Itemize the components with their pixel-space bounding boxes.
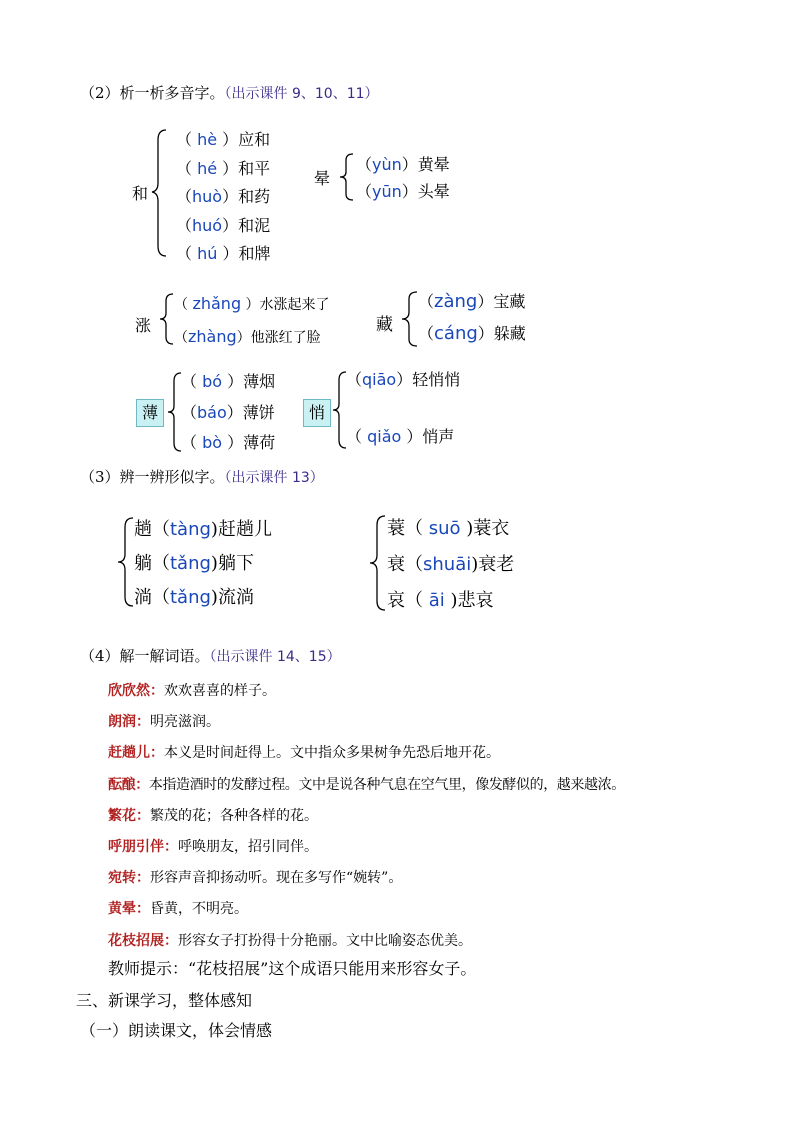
pinyin: qiǎo — [367, 427, 402, 446]
cang-brace — [400, 290, 420, 348]
vocab-term: 花枝招展： — [108, 932, 178, 949]
pinyin: qiāo — [362, 370, 397, 389]
similar-item: 哀（ āi )悲哀 — [387, 590, 494, 611]
word: 和平 — [238, 158, 271, 178]
zhang-item: （zhàng）他涨红了脸 — [174, 327, 321, 346]
he-list — [176, 126, 270, 269]
word: 躲藏 — [493, 324, 526, 343]
similar-item: 淌（tǎng)流淌 — [134, 587, 254, 608]
similar-item: 蓑（ suō )蓑衣 — [387, 518, 510, 539]
vocab-term: 赶趟儿： — [108, 745, 164, 762]
similar-item: 趟（tàng)赶趟儿 — [134, 519, 272, 540]
char: 趟 — [134, 519, 152, 540]
bo-item: （ bò ）薄荷 — [181, 433, 276, 452]
bo-item: （báo）薄饼 — [181, 402, 275, 422]
word: 衰老 — [478, 554, 515, 575]
similar-left-list — [134, 513, 272, 615]
vocab-def: 形容声音抑扬动听。现在多写作“婉转”。 — [150, 870, 403, 887]
vocab-item — [108, 863, 625, 894]
char: 淌 — [134, 587, 152, 608]
zhang-list — [174, 288, 330, 354]
pinyin: huó — [192, 215, 223, 235]
yun-item: （yūn）头晕 — [356, 182, 450, 201]
similar-right-brace — [368, 514, 388, 612]
he-item: （huò）和药 — [176, 187, 271, 206]
vocab-item — [108, 676, 625, 707]
vocab-term: 黄晕： — [108, 901, 150, 918]
part-3-1-heading: （一）朗读课文，体会情感 — [80, 1021, 273, 1040]
vocab-list — [108, 676, 625, 957]
vocab-def: 本义是时间赶得上。文中指众多果树争先恐后地开花。 — [164, 745, 500, 762]
pinyin: shuāi — [423, 554, 472, 575]
pinyin: zhǎng — [192, 294, 242, 313]
he-item: （huó）和泥 — [176, 215, 271, 235]
word: 和药 — [238, 187, 271, 206]
similar-item: 衰（shuāi)衰老 — [387, 554, 515, 575]
bo-list — [181, 367, 275, 459]
pinyin: āi — [428, 590, 445, 611]
qiao-char-box: 悄 — [303, 399, 331, 427]
similar-left-brace — [116, 516, 136, 608]
vocab-item — [108, 894, 625, 925]
he-char: 和 — [132, 184, 149, 203]
he-item: （ hé ）和平 — [176, 158, 271, 178]
word: 赶趟儿 — [217, 519, 272, 540]
char: 哀 — [387, 590, 405, 611]
pinyin: báo — [197, 402, 227, 422]
word: 蓑衣 — [473, 518, 510, 539]
word: 宝藏 — [493, 292, 526, 311]
pinyin: yùn — [372, 155, 402, 174]
vocab-term: 朗润： — [108, 714, 150, 731]
vocab-item — [108, 738, 625, 769]
section-4-ref: （出示课件 14、15） — [209, 649, 341, 665]
vocab-term: 繁花： — [108, 807, 150, 824]
yun-char: 晕 — [314, 169, 331, 188]
char: 衰 — [387, 554, 405, 575]
cang-item: （zàng）宝藏 — [418, 291, 526, 312]
similar-item: 躺（tǎng)躺下 — [134, 553, 254, 574]
pinyin: hé — [197, 158, 218, 178]
yun-list — [356, 151, 450, 205]
pinyin: cáng — [434, 323, 478, 344]
yun-item: （yùn）黄晕 — [356, 155, 450, 174]
word: 黄晕 — [417, 155, 450, 174]
char: 躺 — [134, 553, 152, 574]
he-brace — [150, 128, 170, 258]
vocab-def: 呼唤朋友，招引同伴。 — [178, 839, 318, 856]
pinyin: tàng — [170, 519, 211, 540]
section-2-title: （2）析一析多音字。 — [80, 84, 225, 102]
qiao-item: （ qiǎo ）悄声 — [346, 427, 455, 446]
qiao-item: （qiāo）轻悄悄 — [346, 370, 461, 389]
word: 薄荷 — [243, 433, 276, 452]
yun-brace — [338, 152, 356, 202]
zhang-item: （ zhǎng ）水涨起来了 — [174, 294, 330, 313]
cang-item: （cáng）躲藏 — [418, 323, 526, 344]
bo-char-box: 薄 — [136, 399, 164, 427]
vocab-def: 欢欢喜喜的样子。 — [164, 683, 276, 699]
word: 轻悄悄 — [412, 370, 461, 389]
he-item: （ hú ）和牌 — [176, 244, 271, 263]
bo-item: （ bó ）薄烟 — [181, 372, 276, 391]
pinyin: hú — [197, 244, 218, 263]
vocab-item — [108, 707, 625, 738]
word: 悄声 — [422, 427, 455, 446]
pinyin: suō — [428, 518, 461, 539]
pinyin: tǎng — [170, 587, 211, 608]
teacher-tip: 教师提示：“花枝招展”这个成语只能用来形容女子。 — [108, 959, 477, 978]
pinyin: bò — [202, 433, 223, 452]
word: 他涨红了脸 — [250, 330, 321, 346]
word: 水涨起来了 — [259, 297, 330, 313]
pinyin: hè — [197, 130, 218, 149]
vocab-def: 形容女子打扮得十分艳丽。文中比喻姿态优美。 — [178, 932, 472, 949]
word: 头晕 — [417, 182, 450, 201]
section-2-heading — [80, 82, 379, 103]
char: 蓑 — [387, 518, 405, 539]
word: 躺下 — [217, 553, 254, 574]
vocab-item — [108, 832, 625, 863]
section-4-title: （4）解一解词语。 — [80, 647, 210, 665]
section-3-heading — [80, 466, 324, 487]
pinyin: zhàng — [188, 327, 237, 346]
pinyin: yūn — [372, 182, 402, 201]
vocab-item — [108, 926, 625, 957]
section-2-ref: （出示课件 9、10、11） — [224, 86, 379, 102]
vocab-term: 欣欣然： — [108, 683, 164, 699]
word: 薄烟 — [243, 372, 276, 391]
word: 应和 — [238, 130, 271, 149]
vocab-def: 昏黄，不明亮。 — [150, 901, 248, 918]
section-3-title: （3）辨一辨形似字。 — [80, 468, 225, 486]
pinyin: huò — [192, 187, 223, 206]
word: 悲哀 — [457, 590, 494, 611]
pinyin: zàng — [434, 291, 478, 312]
vocab-def: 明亮滋润。 — [150, 714, 220, 731]
he-item: （ hè ）应和 — [176, 130, 271, 149]
part-3-heading: 三、新课学习，整体感知 — [76, 991, 253, 1010]
zhang-char: 涨 — [135, 316, 152, 335]
vocab-term: 宛转： — [108, 870, 150, 887]
pinyin: bó — [202, 372, 223, 391]
word: 和牌 — [238, 244, 271, 263]
word: 和泥 — [238, 215, 271, 235]
section-4-heading — [80, 645, 341, 666]
pinyin: tǎng — [170, 553, 211, 574]
vocab-item — [108, 801, 625, 832]
cang-char: 藏 — [376, 315, 393, 335]
vocab-def: 本指造酒时的发酵过程。文中是说各种气息在空气里，像发酵似的，越来越浓。 — [148, 776, 625, 793]
vocab-term: 酝酿： — [108, 776, 149, 793]
vocab-def: 繁茂的花；各种各样的花。 — [150, 807, 318, 824]
similar-right-list — [387, 511, 514, 619]
cang-list — [418, 286, 526, 350]
section-3-ref: （出示课件 13） — [224, 470, 324, 486]
vocab-item — [108, 770, 625, 801]
word: 流淌 — [217, 587, 254, 608]
word: 薄饼 — [242, 402, 275, 422]
vocab-term: 呼朋引伴： — [108, 839, 178, 856]
